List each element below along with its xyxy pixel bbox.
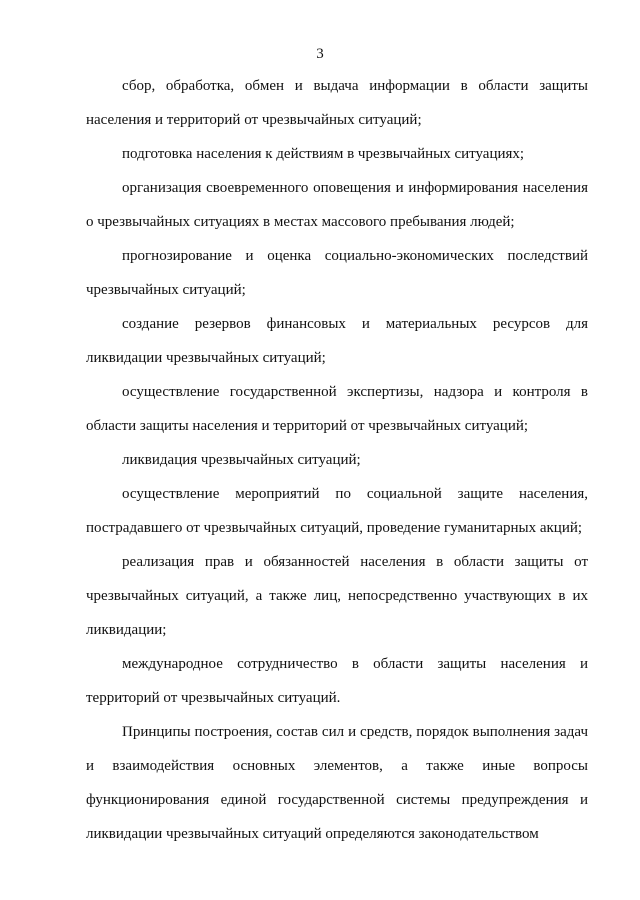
paragraph-notification: организация своевременного оповещения и информирования населения о чрезвычайных ситуациях в местах массового пребывания людей; [86, 180, 588, 230]
paragraph-liquidation: ликвидация чрезвычайных ситуаций; [122, 452, 361, 468]
paragraph-social-protection: осуществление мероприятий по социальной защите населения, пострадавшего от чрезвычайных ситуаций, проведение гуманитарных акций; [86, 486, 588, 536]
paragraph-reserves: создание резервов финансовых и материальных ресурсов для ликвидации чрезвычайных ситуаций; [86, 316, 588, 366]
page-number: 3 [316, 46, 324, 62]
paragraph-international: международное сотрудничество в области защиты населения и территорий от чрезвычайных ситуаций. [86, 656, 588, 706]
paragraph-population-training: подготовка населения к действиям в чрезвычайных ситуациях; [122, 146, 525, 162]
paragraph-expertise: осуществление государственной экспертизы, надзора и контроля в области защиты населения и территорий от чрезвычайных ситуаций; [86, 384, 588, 434]
document-body [86, 69, 588, 851]
paragraph-information-exchange: сбор, обработка, обмен и выдача информации в области защиты населения и территорий от чрезвычайных ситуаций; [86, 78, 588, 128]
paragraph-forecasting: прогнозирование и оценка социально-экономических последствий чрезвычайных ситуаций; [86, 248, 588, 298]
paragraph-principles: Принципы построения, состав сил и средств, порядок выполнения задач и взаимодействия основных элементов, а также иные вопросы функционирования единой государственной системы предупреждения и ликвидации чрезвычайных ситуаций определяются законодательством [86, 724, 588, 842]
paragraph-rights-duties: реализация прав и обязанностей населения в области защиты от чрезвычайных ситуаций, а также лиц, непосредственно участвующих в их ликвидации; [86, 554, 588, 638]
